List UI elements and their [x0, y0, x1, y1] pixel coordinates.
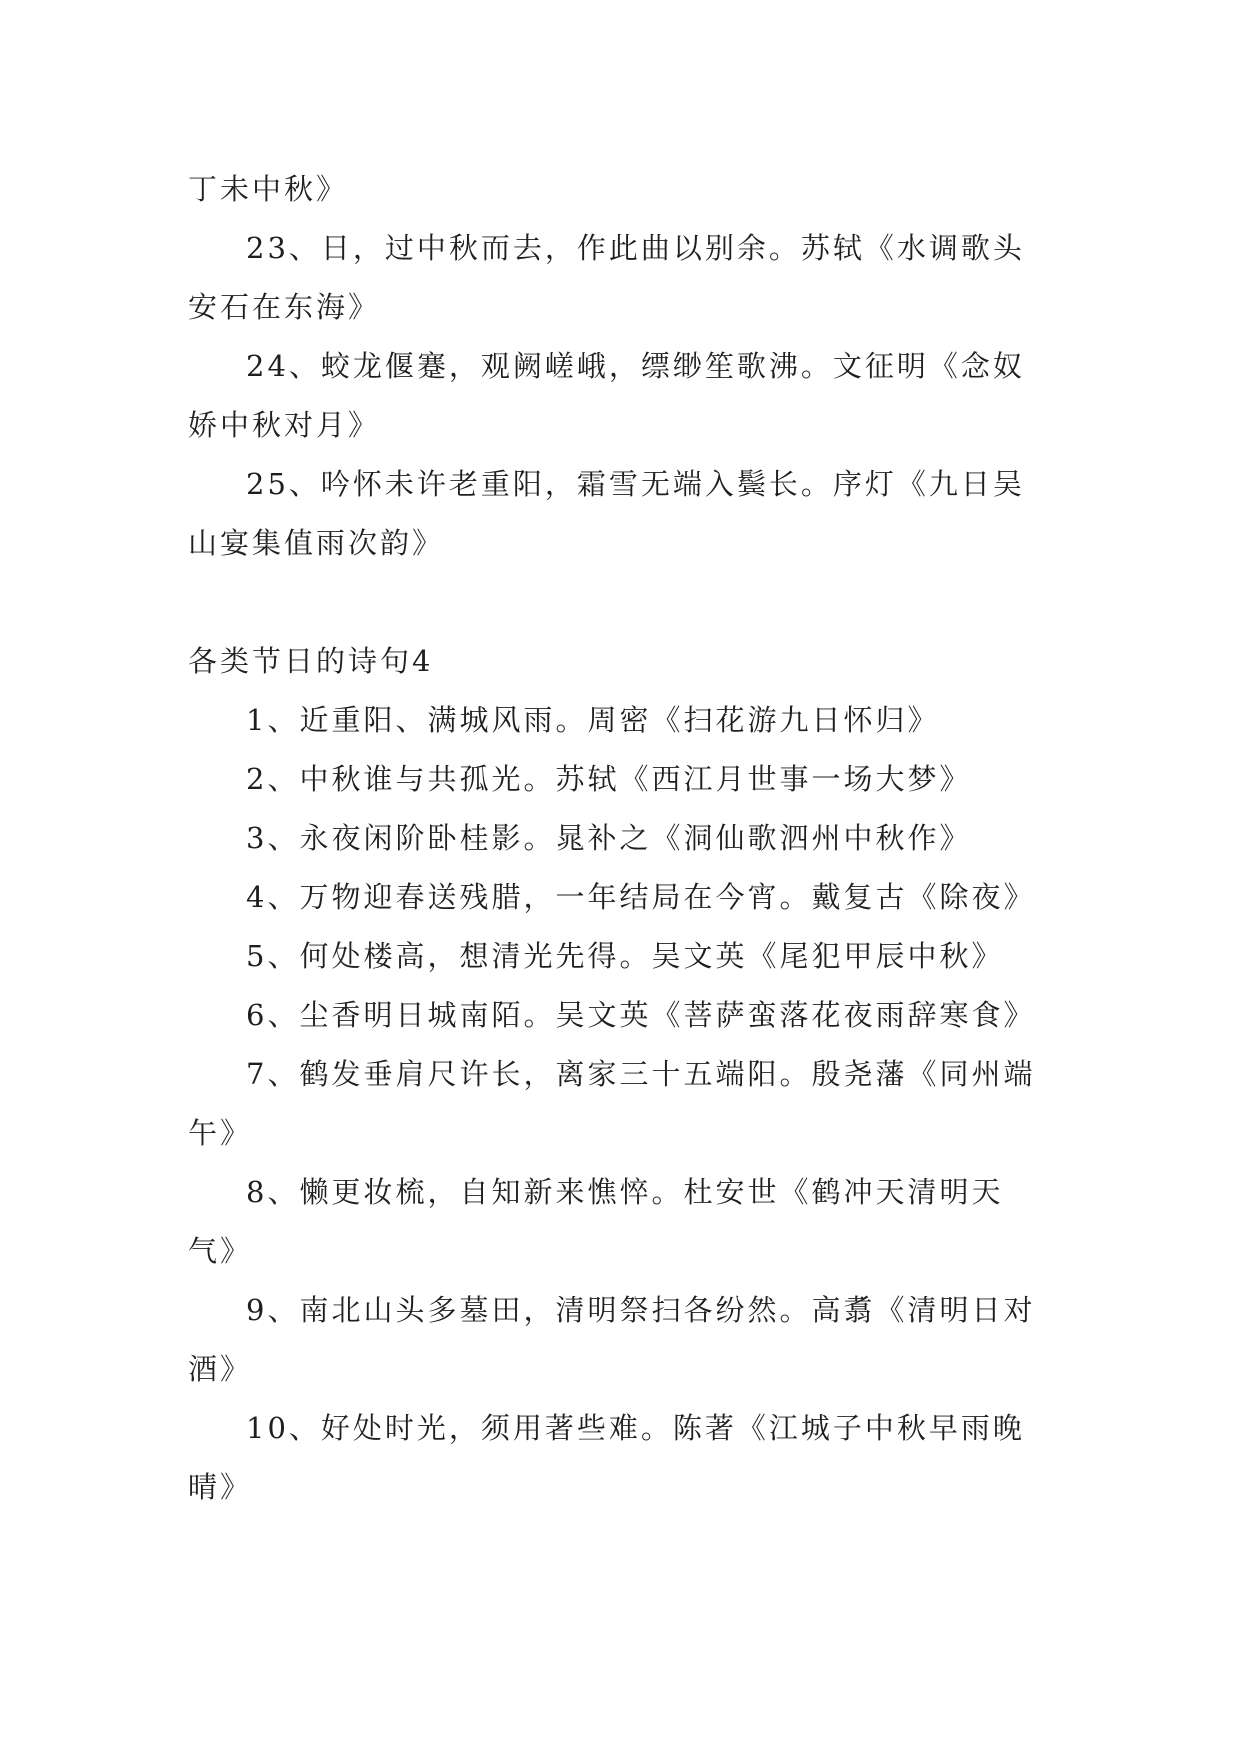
poem-line-1: 1、近重阳、满城风雨。周密《扫花游九日怀归》: [246, 703, 940, 737]
poem-line-5: 5、何处楼高，想清光先得。吴文英《尾犯甲辰中秋》: [246, 939, 1004, 973]
poem-line-10: 10、好处时光，须用著些难。陈著《江城子中秋早雨晚晴》: [188, 1411, 1025, 1504]
document-body: [188, 160, 1050, 1517]
poem-line-25: 25、吟怀未许老重阳，霜雪无端入鬓长。序灯《九日吴山宴集值雨次韵》: [188, 467, 1025, 560]
poem-line-4: 4、万物迎春送残腊，一年结局在今宵。戴复古《除夜》: [246, 880, 1036, 914]
poem-line-23: 23、日，过中秋而去，作此曲以别余。苏轼《水调歌头安石在东海》: [188, 231, 1025, 324]
poem-line-7: 7、鹤发垂肩尺许长，离家三十五端阳。殷尧藩《同州端午》: [188, 1057, 1036, 1150]
poem-line-24: 24、蛟龙偃蹇，观阙嵯峨，缥缈笙歌沸。文征明《念奴娇中秋对月》: [188, 349, 1025, 442]
section-heading: 各类节日的诗句4: [188, 644, 434, 678]
poem-line-2: 2、中秋谁与共孤光。苏轼《西江月世事一场大梦》: [246, 762, 972, 796]
continuation-line: 丁未中秋》: [188, 172, 349, 206]
poem-line-6: 6、尘香明日城南陌。吴文英《菩萨蛮落花夜雨辞寒食》: [246, 998, 1036, 1032]
poem-line-8: 8、懒更妆梳，自知新来憔悴。杜安世《鹤冲天清明天气》: [188, 1175, 1004, 1268]
poem-line-3: 3、永夜闲阶卧桂影。晁补之《洞仙歌泗州中秋作》: [246, 821, 972, 855]
poem-line-9: 9、南北山头多墓田，清明祭扫各纷然。高翥《清明日对酒》: [188, 1293, 1036, 1386]
